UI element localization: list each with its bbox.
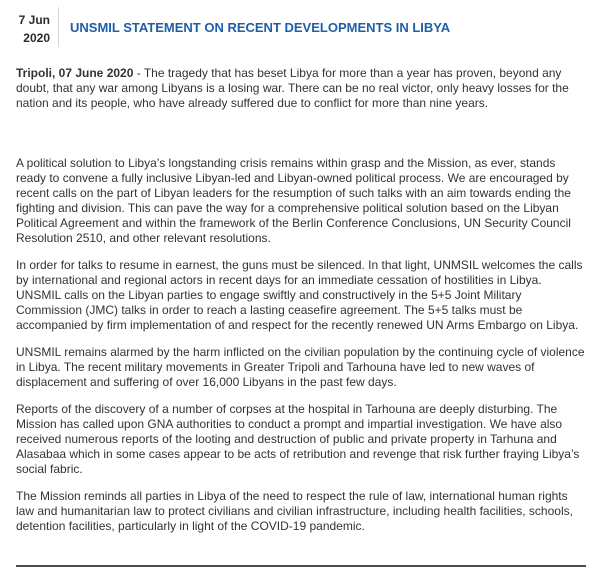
date-divider: [58, 7, 59, 47]
publication-date: [10, 11, 50, 47]
article-title[interactable]: UNSMIL STATEMENT ON RECENT DEVELOPMENTS IN LIBYA: [70, 20, 451, 35]
date-year: 2020: [23, 31, 50, 45]
body-paragraph-rule-of-law: The Mission reminds all parties in Libya of the need to respect the rule of law, international human rights law and humanitarian law to protect civilians and civilian infrastructure, including health facilities, schools, detention facilities, particularly in light of the COVID-19 pandemic.: [16, 489, 573, 533]
article-body: [16, 66, 586, 546]
body-paragraph-tarhouna-reports: Reports of the discovery of a number of corpses at the hospital in Tarhouna are deeply disturbing. The Mission has called upon GNA authorities to conduct a prompt and impartial investigation. We have also received numerous reports of the looting and destruction of public and private property in Tarhuna and Alasabaa which in some cases appear to be acts of retribution and revenge that risk further fraying Libya’s social fabric.: [16, 402, 580, 476]
body-paragraph-ceasefire: In order for talks to resume in earnest, the guns must be silenced. In that light, UNMSIL welcomes the calls by international and regional actors in recent days for an immediate cessation of hostilities in Libya. UNSMIL calls on the Libyan parties to engage swiftly and constructively in the 5+5 Joint Military Commission (JMC) talks in order to reach a lasting ceasefire agreement. The 5+5 talks must be accompanied by firm implementation of and respect for the recently renewed UN Arms Embargo on Libya.: [16, 258, 583, 332]
body-paragraph-political-solution: A political solution to Libya’s longstanding crisis remains within grasp and the Mission, as ever, stands ready to convene a fully inclusive Libyan-led and Libyan-owned political process. We are encouraged by recent calls on the part of Libyan leaders for the resumption of such talks with an aim towards ending the fighting and division. This can pave the way for a comprehensive political solution based on the Libyan Political Agreement and within the framework of the Berlin Conference Conclusions, UN Security Council Resolution 2510, and other relevant resolutions.: [16, 156, 571, 245]
intro-text: - The tragedy that has beset Libya for more than a year has proven, beyond any doubt, that any war among Libyans is a losing war. There can be no real victor, only heavy losses for the nation and its people, who have already suffered due to conflict for more than nine years.: [16, 66, 569, 110]
date-day-month: 7 Jun: [18, 13, 50, 27]
body-paragraph-civilian-harm: UNSMIL remains alarmed by the harm inflicted on the civilian population by the continuing cycle of violence in Libya. The recent military movements in Greater Tripoli and Tarhouna have led to new waves of displacement and suffering of over 16,000 Libyans in the past few days.: [16, 345, 585, 389]
intro-paragraph: [16, 66, 586, 111]
bottom-divider: [16, 565, 586, 567]
article-header: [0, 0, 597, 50]
dateline: Tripoli, 07 June 2020: [16, 66, 134, 80]
